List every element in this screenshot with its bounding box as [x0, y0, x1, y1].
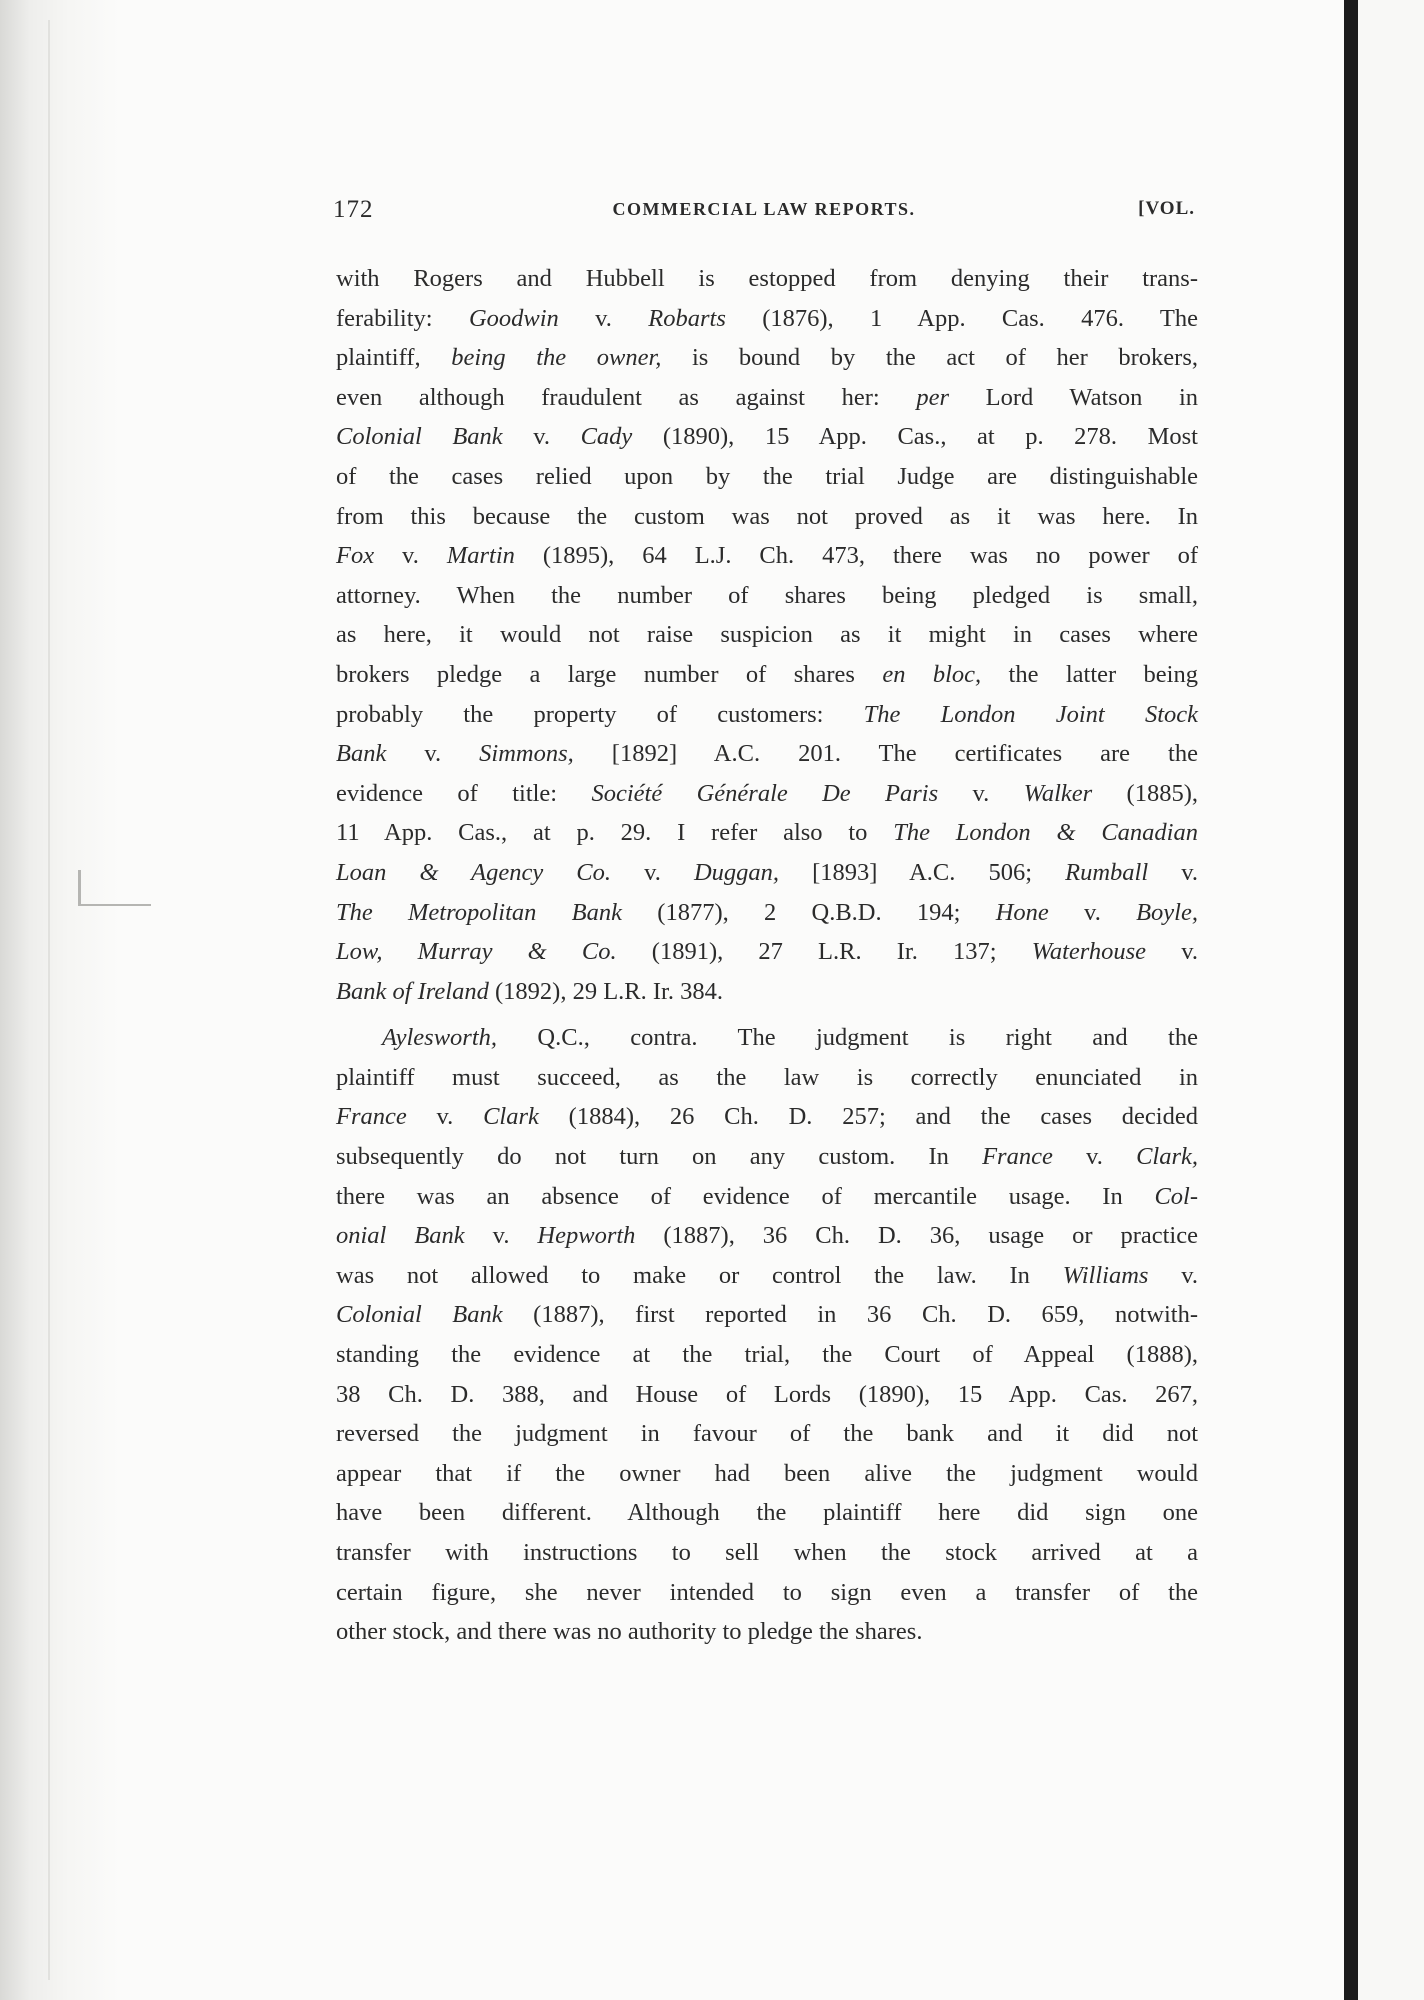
italic-citation: per — [916, 383, 949, 411]
running-title: COMMERCIAL LAW REPORTS. — [612, 199, 916, 219]
text-line — [336, 1612, 1198, 1652]
text-run: v. — [502, 423, 581, 451]
italic-citation: being the owner, — [451, 344, 662, 372]
text-run: probably the property of customers: — [336, 700, 864, 728]
facing-page-edge — [1344, 0, 1358, 2000]
text-line — [336, 259, 1198, 299]
text-run: transfer with instructions to sell when the stock arrived at a — [336, 1539, 1198, 1566]
text-line — [336, 1295, 1198, 1335]
book-gutter — [0, 0, 120, 2000]
italic-citation: Clark, — [1136, 1143, 1198, 1171]
text-run: [1893] A.C. 506; — [779, 858, 1066, 886]
text-run: v. — [374, 542, 447, 570]
italic-citation: Bank — [336, 740, 387, 768]
page-header — [333, 196, 1195, 232]
text-line — [336, 338, 1198, 378]
text-run: 11 App. Cas., at p. 29. I refer also to — [336, 819, 894, 847]
italic-citation: Bank of Ireland — [336, 977, 489, 1005]
italic-citation: onial Bank — [336, 1222, 465, 1250]
text-run: v. — [464, 1222, 538, 1250]
text-run: attorney. When the number of shares being pledged is small, — [336, 581, 1198, 609]
italic-citation: The Metropolitan Bank — [336, 898, 623, 926]
paragraph — [336, 1018, 1198, 1652]
text-line — [336, 972, 1198, 1012]
italic-citation: Fox — [336, 542, 375, 570]
text-run: v. — [1148, 858, 1198, 886]
italic-citation: Low, Murray & Co. — [336, 938, 617, 966]
text-run: [1892] A.C. 201. The certificates are the — [573, 740, 1198, 768]
text-run: 38 Ch. D. 388, and House of Lords (1890), 15 App. Cas. 267, — [336, 1380, 1198, 1408]
text-run: v. — [386, 740, 480, 768]
text-run: (1877), 2 Q.B.D. 194; — [622, 898, 996, 926]
text-run: standing the evidence at the trial, the Court of Appeal (1888), — [336, 1341, 1198, 1369]
text-line — [336, 1177, 1198, 1217]
italic-citation: Walker — [1023, 779, 1093, 807]
text-run: (1892), 29 L.R. Ir. 384. — [488, 977, 723, 1005]
italic-citation: Clark — [483, 1103, 539, 1131]
text-run: v. — [1052, 1143, 1137, 1171]
italic-citation: Waterhouse — [1031, 938, 1147, 966]
text-run: certain figure, she never intended to sign even a transfer of the — [336, 1578, 1198, 1606]
text-line — [336, 1573, 1198, 1613]
italic-citation: The London & Canadian — [893, 819, 1198, 847]
italic-citation: Colonial Bank — [336, 423, 503, 451]
text-line — [336, 576, 1198, 616]
text-run: brokers pledge a large number of shares — [336, 660, 883, 688]
body-text — [336, 259, 1198, 1652]
italic-citation: Société Générale De Paris — [591, 779, 939, 807]
text-run: there was an absence of evidence of mercantile usage. In — [336, 1182, 1155, 1210]
text-run: v. — [558, 304, 649, 332]
text-line — [336, 774, 1198, 814]
text-line — [336, 1058, 1198, 1098]
text-line — [336, 813, 1198, 853]
text-line — [336, 1533, 1198, 1573]
text-run: subsequently do not turn on any custom. In — [336, 1143, 983, 1171]
italic-citation: Simmons, — [479, 740, 574, 768]
text-run: have been different. Although the plaintiff here did sign one — [336, 1499, 1198, 1527]
text-run: (1885), — [1092, 779, 1198, 807]
text-run: other stock, and there was no authority to pledge the shares. — [336, 1618, 923, 1646]
text-run: was not allowed to make or control the law. In — [336, 1261, 1063, 1289]
italic-citation: Martin — [446, 542, 515, 570]
text-line — [336, 1137, 1198, 1177]
text-line — [336, 536, 1198, 576]
text-run: v. — [1048, 898, 1137, 926]
text-run: as here, it would not raise suspicion as it might in cases where — [336, 621, 1198, 649]
text-run: from this because the custom was not proved as it was here. In — [336, 502, 1198, 530]
text-run: (1890), 15 App. Cas., at p. 278. Most — [632, 423, 1198, 451]
text-line — [336, 417, 1198, 457]
volume-mark: [VOL. — [1138, 198, 1195, 219]
text-run: v. — [1148, 1261, 1198, 1289]
text-run: (1895), 64 L.J. Ch. 473, there was no power of — [514, 542, 1198, 570]
text-line — [336, 457, 1198, 497]
italic-citation: Williams — [1062, 1261, 1149, 1289]
text-line — [336, 1414, 1198, 1454]
text-line — [336, 1097, 1198, 1137]
text-run: plaintiff, — [336, 344, 452, 372]
text-run: appear that if the owner had been alive the judgment would — [336, 1459, 1198, 1487]
text-run: v. — [938, 779, 1024, 807]
text-line — [336, 615, 1198, 655]
text-run: plaintiff must succeed, as the law is correctly enunciated in — [336, 1063, 1198, 1091]
text-run: v. — [1146, 938, 1198, 966]
italic-citation: Hepworth — [537, 1222, 636, 1250]
facing-page — [1358, 0, 1424, 2000]
text-run: (1887), 36 Ch. D. 36, usage or practice — [635, 1222, 1198, 1250]
italic-citation: Aylesworth, — [382, 1024, 498, 1052]
text-run: of the cases relied upon by the trial Judge are distinguishable — [336, 462, 1198, 490]
text-line — [336, 1256, 1198, 1296]
text-line — [336, 299, 1198, 339]
italic-citation: Hone — [995, 898, 1049, 926]
text-run: (1891), 27 L.R. Ir. 137; — [616, 938, 1032, 966]
italic-citation: The London Joint Stock — [863, 700, 1198, 728]
italic-citation: Colonial Bank — [336, 1301, 503, 1329]
text-run: v. — [611, 858, 694, 886]
text-run: Q.C., contra. The judgment is right and the — [497, 1024, 1198, 1052]
italic-citation: Goodwin — [468, 304, 559, 332]
italic-citation: en bloc, — [882, 660, 982, 688]
text-line — [336, 695, 1198, 735]
italic-citation: Cady — [580, 423, 633, 451]
text-run: the latter being — [981, 660, 1198, 688]
text-line — [336, 655, 1198, 695]
text-line — [336, 1335, 1198, 1375]
text-run: (1876), 1 App. Cas. 476. The — [725, 304, 1198, 332]
text-run: (1884), 26 Ch. D. 257; and the cases decided — [538, 1103, 1198, 1131]
italic-citation: Boyle, — [1136, 898, 1198, 926]
text-run: (1887), first reported in 36 Ch. D. 659, notwith- — [502, 1301, 1198, 1329]
italic-citation: Col- — [1154, 1182, 1198, 1210]
text-run: even although fraudulent as against her: — [336, 383, 917, 411]
italic-citation: France — [982, 1143, 1053, 1171]
italic-citation: Loan & Agency Co. — [336, 858, 612, 886]
text-run: ferability: — [336, 304, 469, 332]
text-line — [336, 1018, 1198, 1058]
text-run: v. — [406, 1103, 484, 1131]
italic-citation: Rumball — [1065, 858, 1149, 886]
text-line — [336, 378, 1198, 418]
text-run: with Rogers and Hubbell is estopped from denying their trans- — [336, 265, 1198, 292]
text-line — [336, 1454, 1198, 1494]
italic-citation: France — [336, 1103, 407, 1131]
text-run: is bound by the act of her brokers, — [661, 344, 1198, 372]
text-line — [336, 1216, 1198, 1256]
page-number: 172 — [333, 196, 374, 223]
margin-bracket-mark — [78, 870, 151, 906]
text-line — [336, 893, 1198, 933]
text-line — [336, 932, 1198, 972]
text-run: evidence of title: — [336, 779, 592, 807]
text-line — [336, 1375, 1198, 1415]
paragraph — [336, 259, 1198, 1011]
text-run: reversed the judgment in favour of the bank and it did not — [336, 1420, 1198, 1448]
text-line — [336, 497, 1198, 537]
italic-citation: Robarts — [648, 304, 726, 332]
text-line — [336, 853, 1198, 893]
text-run: Lord Watson in — [949, 383, 1198, 411]
text-line — [336, 734, 1198, 774]
italic-citation: Duggan, — [693, 858, 780, 886]
text-line — [336, 1493, 1198, 1533]
